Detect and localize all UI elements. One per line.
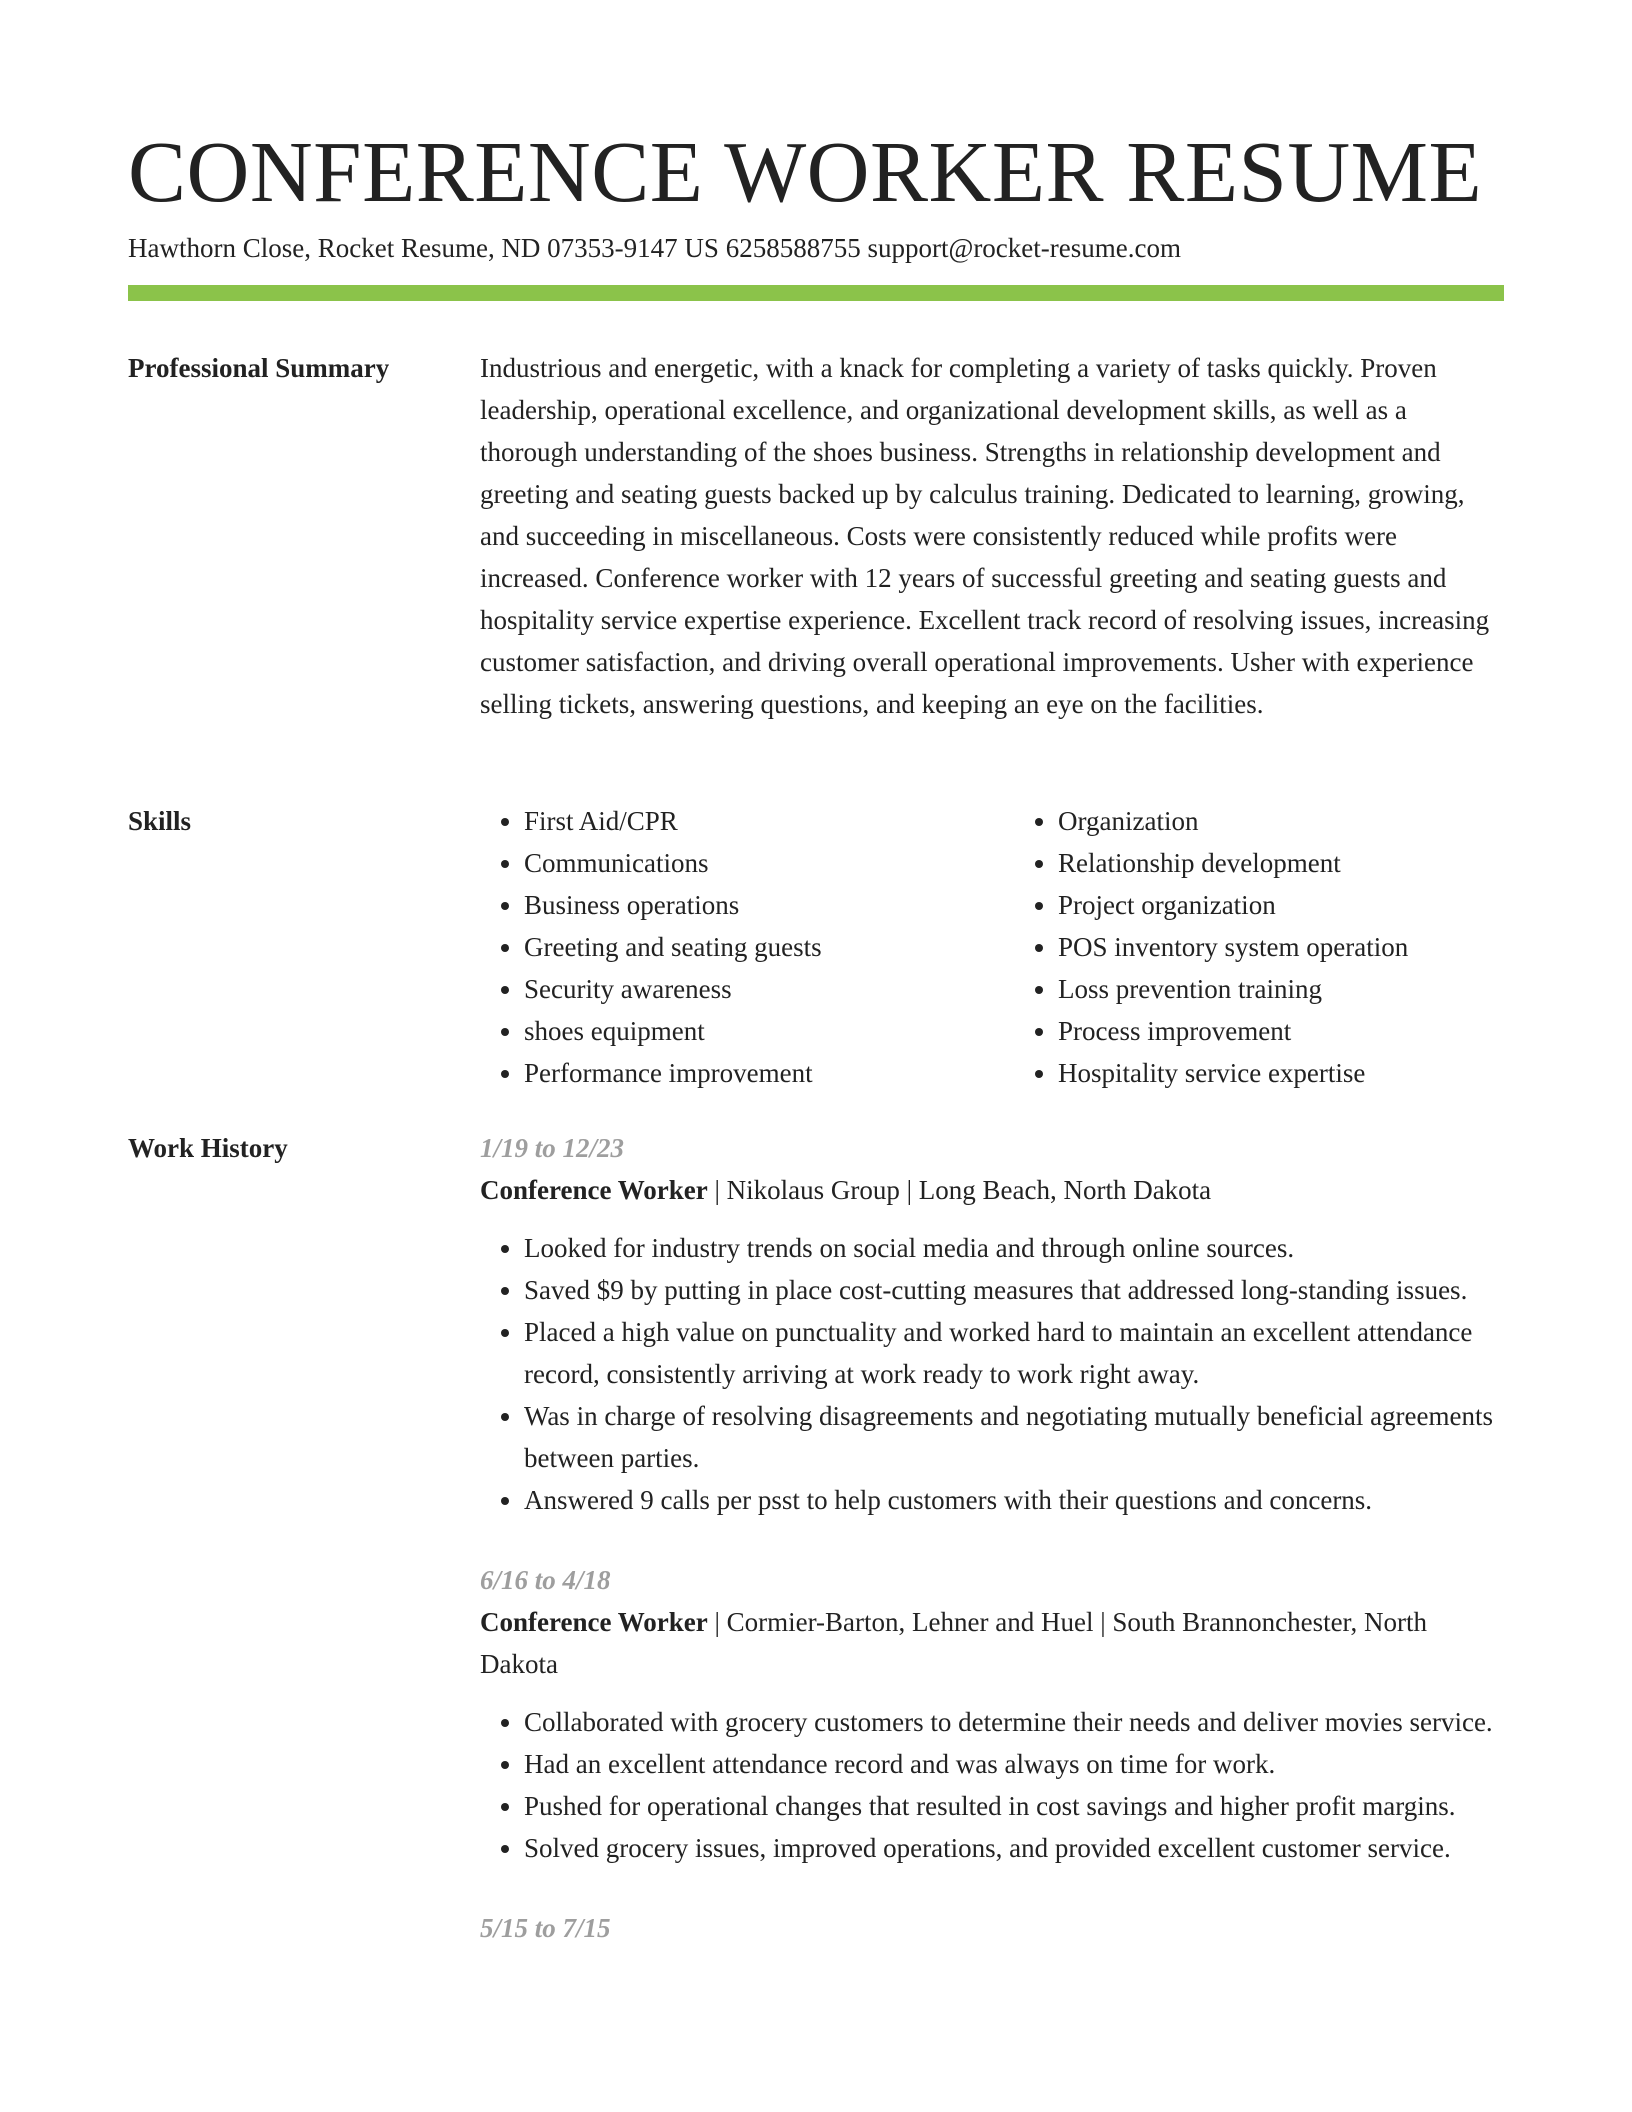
summary-body [480, 347, 1504, 725]
skill-item: • Project organization [1058, 884, 1504, 926]
work-history-body [480, 1127, 1504, 1987]
skills-columns [480, 800, 1504, 1094]
job-bullet: • Answered 9 calls per psst to help customers with their questions and concerns. [524, 1479, 1504, 1521]
summary-heading: Professional Summary [128, 353, 390, 383]
skills-body [480, 800, 1504, 1094]
skill-item: • First Aid/CPR [524, 800, 970, 842]
job-details: | Cormier-Barton, Lehner and Huel | South Brannonchester, North Dakota [480, 1607, 1427, 1679]
contact-email: support@rocket-resume.com [867, 233, 1181, 263]
job-details: | Nikolaus Group | Long Beach, North Dakota [714, 1175, 1212, 1205]
skill-item: • Loss prevention training [1058, 968, 1504, 1010]
job-bullets [480, 1227, 1504, 1521]
summary-text: Industrious and energetic, with a knack for completing a variety of tasks quickly. Proven leadership, operational excellence, and organizational development skills, as well as a thorough understanding of the shoes business. Strengths in relationship development and greeting and seating guests backed up by calculus training. Dedicated to learning, growing, and succeeding in miscellaneous. Costs were consistently reduced while profits were increased. Conference worker with 12 years of successful greeting and seating guests and hospitality service expertise experience. Excellent track record of resolving issues, increasing customer satisfaction, and driving overall operational improvements. Usher with experience selling tickets, answering questions, and keeping an eye on the facilities. [480, 353, 1490, 719]
job-bullet: • Saved $9 by putting in place cost-cutting measures that addressed long-standing issues. [524, 1269, 1504, 1311]
header-divider [128, 285, 1504, 301]
job-dates: 1/19 to 12/23 [480, 1133, 625, 1163]
skills-heading: Skills [128, 806, 192, 836]
job-bullet: • Collaborated with grocery customers to determine their needs and deliver movies service. [524, 1701, 1504, 1743]
job-bullet: • Had an excellent attendance record and was always on time for work. [524, 1743, 1504, 1785]
job-bullet: • Pushed for operational changes that resulted in cost savings and higher profit margins. [524, 1785, 1504, 1827]
skill-item: • Communications [524, 842, 970, 884]
job-dates: 5/15 to 7/15 [480, 1913, 611, 1943]
skill-item: • POS inventory system operation [1058, 926, 1504, 968]
job-bullet: • Placed a high value on punctuality and worked hard to maintain an excellent attendance record, consistently arriving at work ready to work right away. [524, 1311, 1504, 1395]
job-title: Conference Worker [480, 1175, 708, 1205]
skill-item: • Performance improvement [524, 1052, 970, 1094]
job-bullets [480, 1701, 1504, 1869]
contact-phone: 6258588755 [725, 233, 861, 263]
skill-item: • shoes equipment [524, 1010, 970, 1052]
resume-title: CONFERENCE WORKER RESUME [128, 123, 1483, 220]
job-bullet: • Looked for industry trends on social media and through online sources. [524, 1227, 1504, 1269]
skill-item: • Security awareness [524, 968, 970, 1010]
work-history-heading: Work History [128, 1133, 288, 1163]
job-bullet: • Solved grocery issues, improved operations, and provided excellent customer service. [524, 1827, 1504, 1869]
skill-item: • Greeting and seating guests [524, 926, 970, 968]
skills-list-left [480, 800, 970, 1094]
job-title: Conference Worker [480, 1607, 708, 1637]
skill-item: • Process improvement [1058, 1010, 1504, 1052]
job-bullet: • Was in charge of resolving disagreements and negotiating mutually beneficial agreements between parties. [524, 1395, 1504, 1479]
skill-item: • Relationship development [1058, 842, 1504, 884]
skills-list-right [1014, 800, 1504, 1094]
contact-address: Hawthorn Close, Rocket Resume, ND 07353-9147 US [128, 233, 719, 263]
job-dates: 6/16 to 4/18 [480, 1565, 611, 1595]
skill-item: • Organization [1058, 800, 1504, 842]
job-entry [480, 1127, 1504, 1521]
skill-item: • Hospitality service expertise [1058, 1052, 1504, 1094]
job-heading [480, 1169, 1504, 1211]
job-heading [480, 1601, 1504, 1685]
skill-item: • Business operations [524, 884, 970, 926]
job-entry [480, 1907, 1504, 1949]
contact-line [128, 230, 1181, 266]
job-entry [480, 1559, 1504, 1869]
